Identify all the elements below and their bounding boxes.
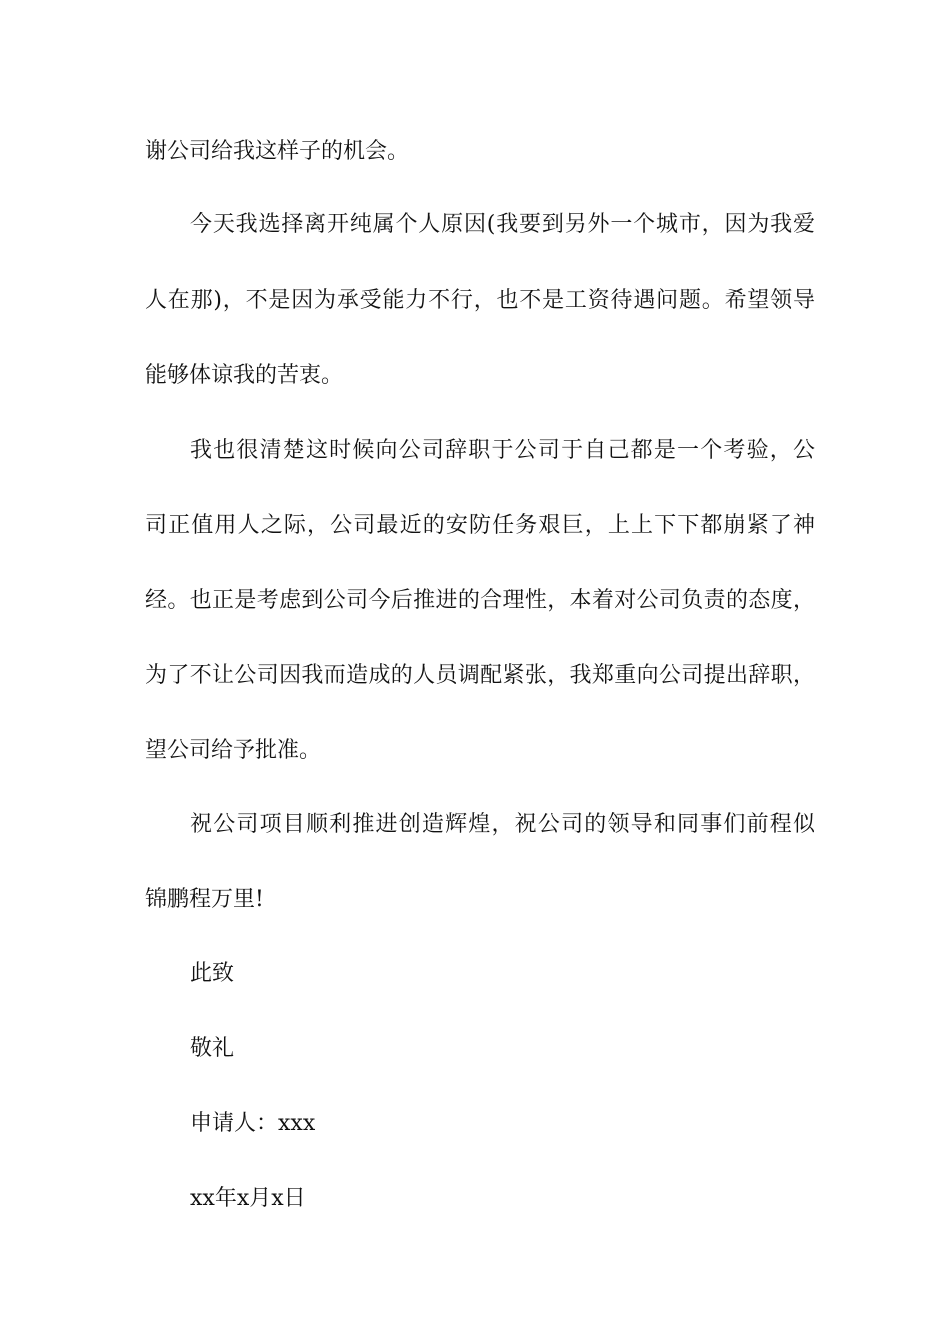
paragraph-line: 能够体谅我的苦衷。 bbox=[145, 363, 344, 388]
paragraph-line: 锦鹏程万里! bbox=[145, 887, 264, 912]
paragraph-line: 我也很清楚这时候向公司辞职于公司于自己都是一个考验，公 bbox=[190, 438, 815, 463]
paragraph-line: 今天我选择离开纯属个人原因(我要到另外一个城市，因为我爱 bbox=[190, 212, 815, 237]
paragraph-line: 谢公司给我这样子的机会。 bbox=[145, 139, 410, 164]
closing-line: 此致 bbox=[190, 961, 235, 986]
paragraph-line: 为了不让公司因我而造成的人员调配紧张，我郑重向公司提出辞职， bbox=[145, 663, 815, 688]
paragraph-line: 人在那)，不是因为承受能力不行，也不是工资待遇问题。希望领导 bbox=[145, 288, 815, 313]
date-line: xx年x月x日 bbox=[190, 1186, 306, 1211]
paragraph-line: 祝公司项目顺利推进创造辉煌，祝公司的领导和同事们前程似 bbox=[190, 812, 815, 837]
applicant-line: 申请人：xxx bbox=[190, 1111, 316, 1136]
paragraph-line: 司正值用人之际，公司最近的安防任务艰巨，上上下下都崩紧了神 bbox=[145, 513, 815, 538]
paragraph-line: 经。也正是考虑到公司今后推进的合理性，本着对公司负责的态度， bbox=[145, 588, 815, 613]
paragraph-line: 望公司给予批准。 bbox=[145, 738, 322, 763]
salutation-line: 敬礼 bbox=[190, 1036, 235, 1061]
